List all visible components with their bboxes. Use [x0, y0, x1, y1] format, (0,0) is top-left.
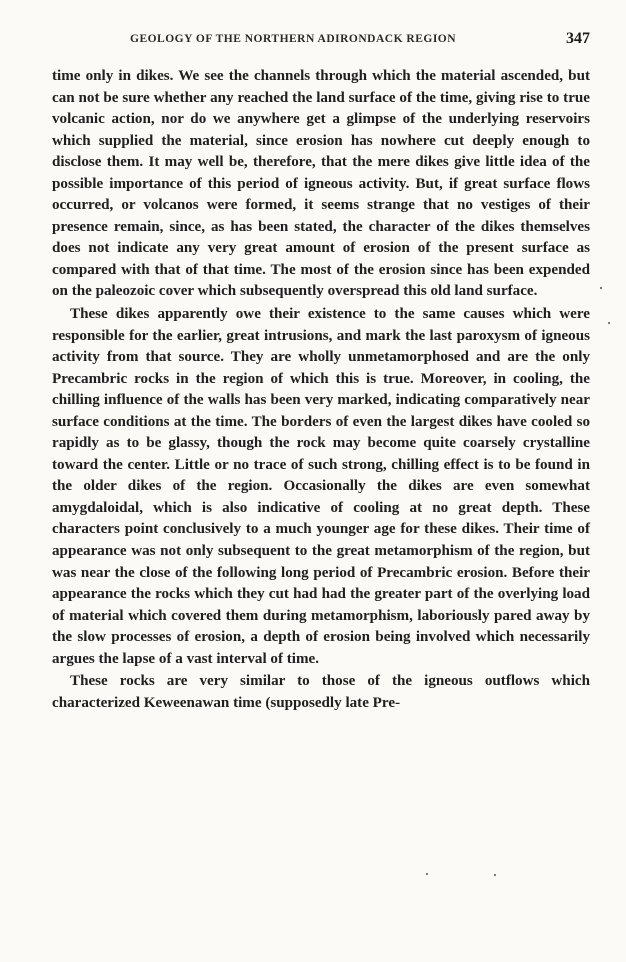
running-head	[52, 30, 590, 52]
paper-speck	[608, 322, 610, 324]
paragraph-3: These rocks are very similar to those of the igneous outflows which characterized Keweenawan time (supposedly late Pre-	[52, 673, 590, 711]
body-text	[52, 66, 590, 714]
paragraph-1: time only in dikes. We see the channels through which the material ascended, but can not be sure whether any reached the land surface of the time, giving rise to true volcanic action, nor do we anywhere get a glimpse of the underlying reservoirs which supplied the material, since erosion has nowhere cut deeply enough to disclose them. It may well be, therefore, that the mere dikes give little idea of the possible importance of this period of igneous activity. But, if great surface flows occurred, or volcanos were formed, it seems strange that no vestiges of their presence remain, since, as has been stated, the character of the dikes themselves does not indicate any very great amount of erosion of the present surface as compared with that of that time. The most of the erosion since has been expended on the paleozoic cover which subsequently overspread this old land surface.	[52, 68, 590, 300]
paragraph-2: These dikes apparently owe their existence to the same causes which were responsible for the earlier, great intrusions, and mark the last paroxysm of igneous activity from that source. They are wholly unmetamorphosed and are the only Precambric rocks in the region of which this is true. Moreover, in cooling, the chilling influence of the walls has been very marked, indicating comparatively near surface conditions at the time. The borders of even the largest dikes have cooled so rapidly as to be glassy, though the rock may become quite coarsely crystalline toward the center. Little or no trace of such strong, chilling effect is to be found in the older dikes of the region. Occasionally the dikes are even somewhat amygdaloidal, which is also indicative of cooling at no great depth. These characters point conclusively to a much younger age for these dikes. Their time of appearance was not only subsequent to the great metamorphism of the region, but was near the close of the following long period of Precambric erosion. Before their appearance the rocks which they cut had had the greater part of the overlying load of material which covered them during metamorphism, laboriously pared away by the slow processes of erosion, a depth of erosion being involved which necessarily argues the lapse of a vast interval of time.	[52, 306, 590, 667]
paper-speck	[426, 873, 428, 875]
page-number: 347	[566, 30, 590, 47]
running-title: GEOLOGY OF THE NORTHERN ADIRONDACK REGION	[130, 33, 457, 45]
paper-speck	[600, 287, 602, 289]
book-page	[52, 30, 590, 940]
paper-speck	[494, 874, 496, 876]
